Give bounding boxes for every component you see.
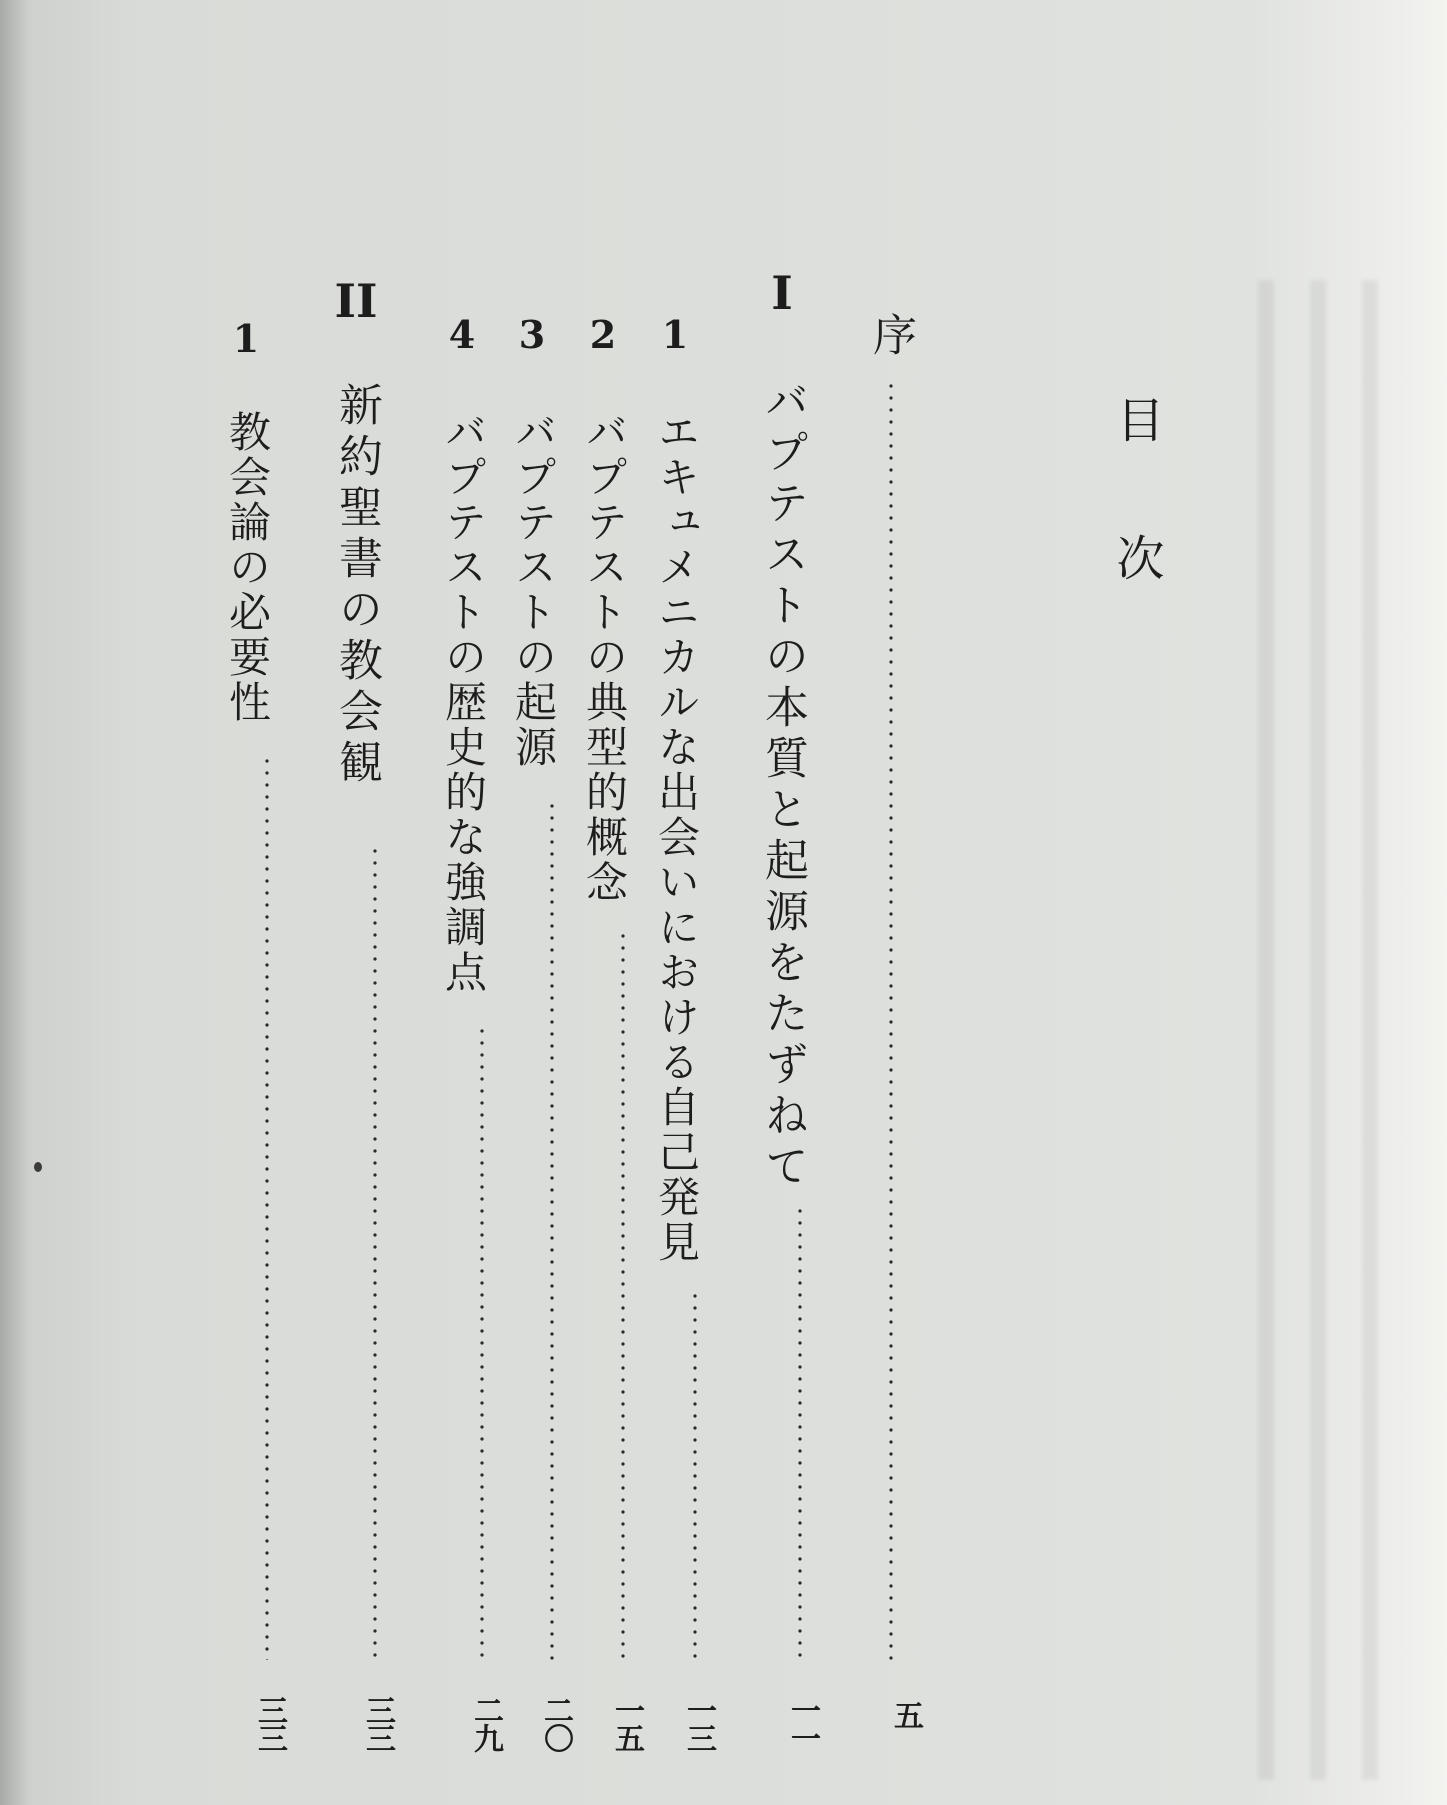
- toc-chapter-title: バプテストの起源: [509, 410, 558, 770]
- toc-leader-dots: [480, 1025, 484, 1660]
- toc-chapter-number: 1: [232, 316, 260, 361]
- toc-chapter-number: 3: [518, 312, 546, 357]
- toc-chapter-title: 教会論の必要性: [223, 410, 272, 725]
- toc-leader-dots: [265, 755, 269, 1660]
- toc-leader-dots: [621, 930, 625, 1660]
- toc-page-number: 三三: [360, 1695, 395, 1751]
- toc-chapter-number: 2: [589, 312, 617, 357]
- toc-page-number: 五: [888, 1700, 923, 1728]
- toc-part-number: II: [334, 274, 378, 328]
- toc-page-number: 一三: [681, 1695, 716, 1751]
- bleed-through-text: [1240, 280, 1390, 1780]
- toc-leader-dots: [550, 800, 554, 1660]
- toc-chapter-number: 4: [448, 312, 476, 357]
- toc-page-number: 一一: [785, 1695, 820, 1751]
- toc-page-number: 一五: [609, 1695, 644, 1751]
- toc-page-number: 二〇: [538, 1695, 573, 1751]
- toc-leader-dots: [373, 845, 377, 1660]
- toc-leader-dots: [889, 380, 893, 1660]
- toc-chapter-number: 1: [661, 312, 689, 357]
- toc-part-number: I: [771, 266, 793, 320]
- page-title: 目次: [1108, 395, 1164, 671]
- toc-chapter-title: バプテストの歴史的な強調点: [439, 410, 488, 995]
- toc-entry-preface: 序: [865, 312, 916, 359]
- toc-leader-dots: [693, 1290, 697, 1660]
- toc-chapter-title: エキュメニカルな出会いにおける自己発見: [652, 410, 701, 1265]
- toc-page-number: 二九: [468, 1695, 503, 1751]
- ink-spot: [34, 1162, 42, 1172]
- toc-chapter-title: バプテストの典型的概念: [580, 410, 629, 905]
- toc-page-number: 三三: [252, 1695, 287, 1751]
- toc-part-title: バプテストの本質と起源をたずねて: [757, 378, 808, 1194]
- toc-part-title: 新約聖書の教会観: [331, 382, 382, 790]
- toc-leader-dots: [798, 1205, 802, 1660]
